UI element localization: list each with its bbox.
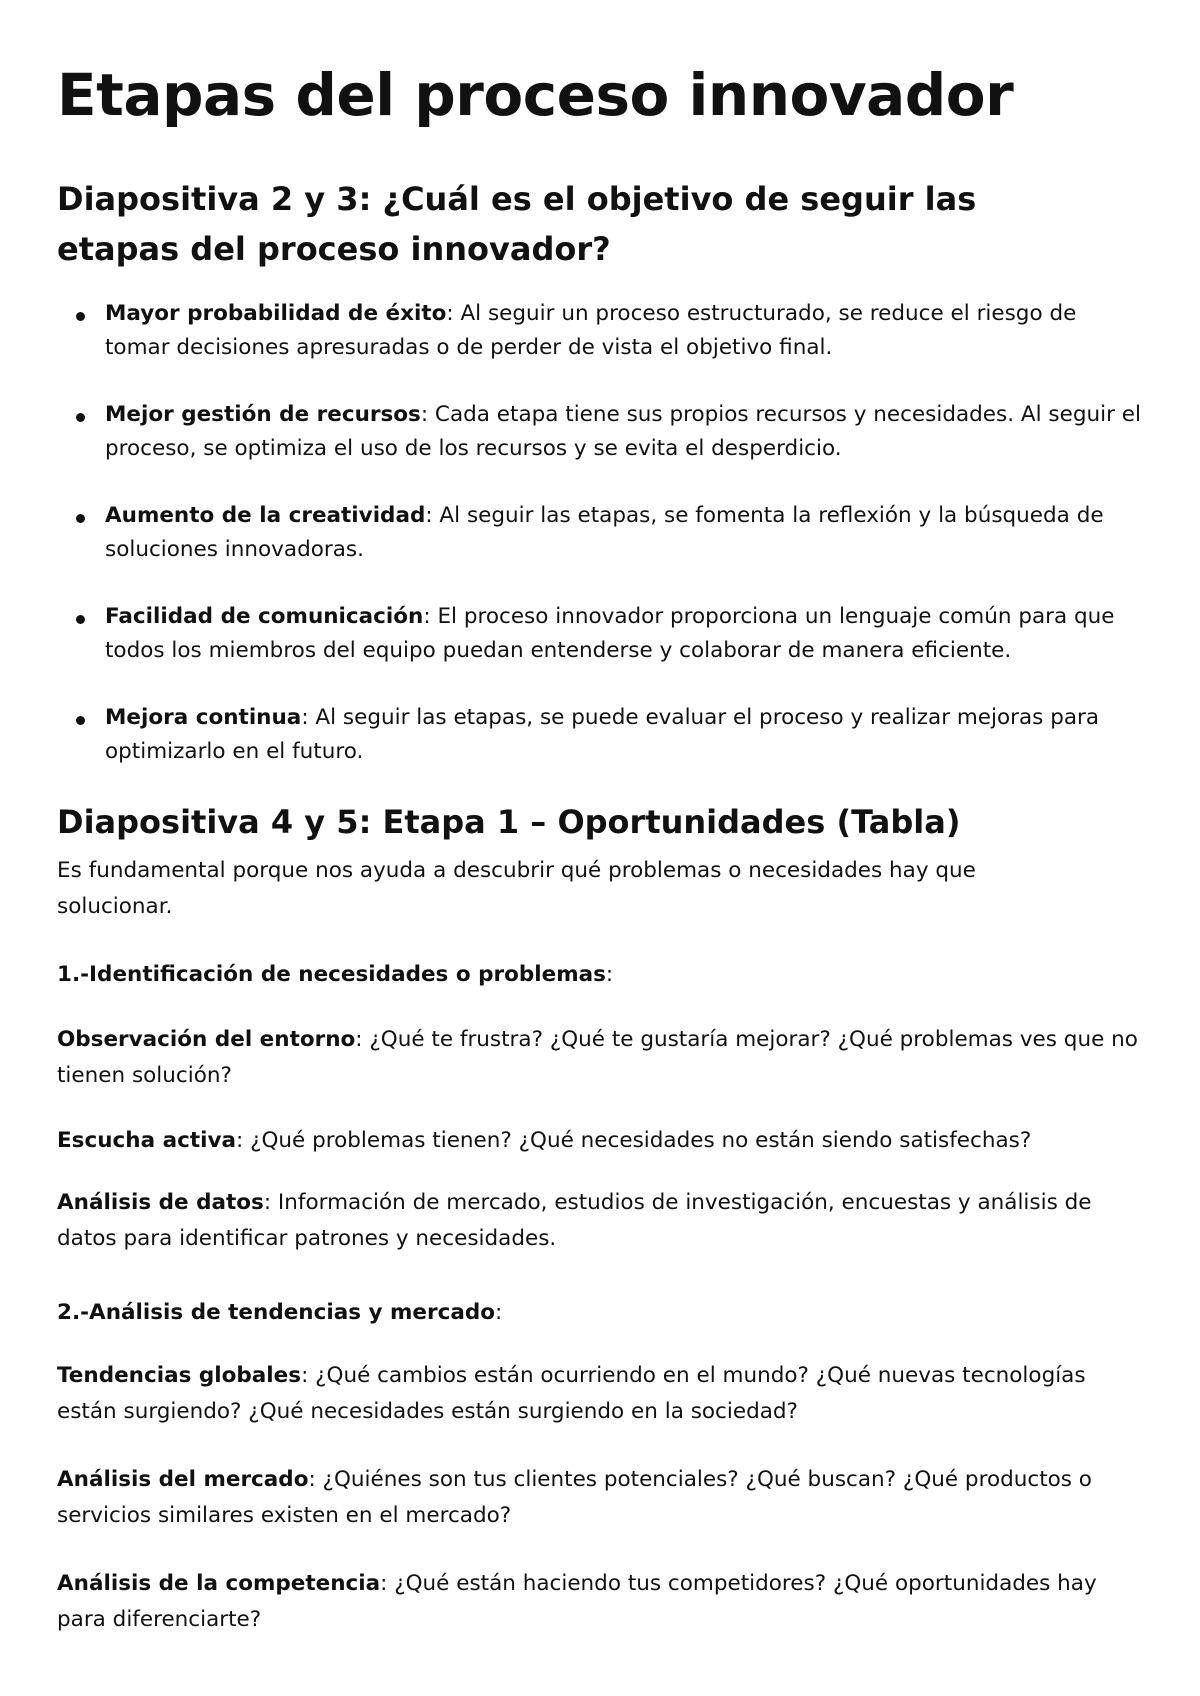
paragraph-observacion	[57, 1022, 1147, 1094]
paragraph-competencia	[57, 1566, 1147, 1638]
list-item-text: : Al seguir las etapas, se puede evaluar el proceso y realizar mejoras para optimizarlo en el futuro.	[105, 705, 1100, 764]
paragraph-datos	[57, 1185, 1147, 1257]
list-item	[57, 701, 1147, 769]
list-item	[57, 398, 1147, 466]
paragraph-term: Análisis del mercado	[57, 1467, 309, 1492]
list-item-text: : Al seguir un proceso estructurado, se reduce el riesgo de tomar decisiones apresuradas o de perder de vista el objetivo final.	[105, 301, 1077, 360]
subheading-suffix: :	[495, 1300, 503, 1325]
paragraph-mercado	[57, 1462, 1147, 1534]
paragraph-text: : ¿Qué te frustra? ¿Qué te gustaría mejorar? ¿Qué problemas ves que no tienen solución?	[57, 1027, 1138, 1088]
bullet-dot-icon	[76, 413, 85, 422]
subheading-tendencias	[57, 1295, 1147, 1331]
section-intro: Es fundamental porque nos ayuda a descubrir qué problemas o necesidades hay que solucionar.	[57, 858, 976, 919]
bullet-list	[57, 297, 1147, 802]
bullet-dot-icon	[76, 514, 85, 523]
section-heading-etapa-1: Diapositiva 4 y 5: Etapa 1 – Oportunidades (Tabla)	[57, 803, 961, 841]
subheading-identificacion	[57, 957, 1147, 993]
subheading-term: 2.-Análisis de tendencias y mercado	[57, 1300, 495, 1325]
paragraph-tendencias	[57, 1358, 1147, 1430]
list-item-text: : El proceso innovador proporciona un lenguaje común para que todos los miembros del equipo puedan entenderse y colaborar de manera eficiente.	[105, 604, 1115, 663]
paragraph-term: Escucha activa	[57, 1128, 237, 1153]
list-item	[57, 499, 1147, 567]
list-item-text: : Cada etapa tiene sus propios recursos y necesidades. Al seguir el proceso, se optimiza el uso de los recursos y se evita el desperdicio.	[105, 402, 1141, 461]
list-item-term: Facilidad de comunicación	[105, 604, 424, 629]
paragraph-text: : ¿Qué problemas tienen? ¿Qué necesidades no están siendo satisfechas?	[236, 1128, 1032, 1153]
paragraph-term: Observación del entorno	[57, 1027, 356, 1052]
paragraph-term: Tendencias globales	[57, 1363, 302, 1388]
list-item	[57, 297, 1147, 365]
paragraph-text: : ¿Quiénes son tus clientes potenciales? ¿Qué buscan? ¿Qué productos o servicios similares existen en el mercado?	[57, 1467, 1092, 1528]
list-item-term: Mayor probabilidad de éxito	[105, 301, 447, 326]
bullet-dot-icon	[76, 716, 85, 725]
list-item-term: Aumento de la creatividad	[105, 503, 426, 528]
page-title: Etapas del proceso innovador	[57, 61, 1014, 129]
bullet-dot-icon	[76, 312, 85, 321]
paragraph-text: : ¿Qué están haciendo tus competidores? ¿Qué oportunidades hay para diferenciarte?	[57, 1571, 1097, 1632]
paragraph-text: : Información de mercado, estudios de investigación, encuestas y análisis de datos para identificar patrones y necesidades.	[57, 1190, 1092, 1251]
list-item	[57, 600, 1147, 668]
section-heading-objetivo: Diapositiva 2 y 3: ¿Cuál es el objetivo de seguir las etapas del proceso innovador?	[57, 180, 977, 268]
paragraph-term: Análisis de datos	[57, 1190, 264, 1215]
paragraph-escucha	[57, 1123, 1147, 1159]
paragraph-text: : ¿Qué cambios están ocurriendo en el mundo? ¿Qué nuevas tecnologías están surgiendo? ¿Qué necesidades están surgiendo en la sociedad?	[57, 1363, 1086, 1424]
bullet-dot-icon	[76, 615, 85, 624]
list-item-text: : Al seguir las etapas, se fomenta la reflexión y la búsqueda de soluciones innovadoras.	[105, 503, 1104, 562]
subheading-term: 1.-Identificación de necesidades o problemas	[57, 962, 606, 987]
list-item-term: Mejora continua	[105, 705, 302, 730]
paragraph-term: Análisis de la competencia	[57, 1571, 381, 1596]
subheading-suffix: :	[605, 962, 614, 987]
list-item-term: Mejor gestión de recursos	[105, 402, 421, 427]
